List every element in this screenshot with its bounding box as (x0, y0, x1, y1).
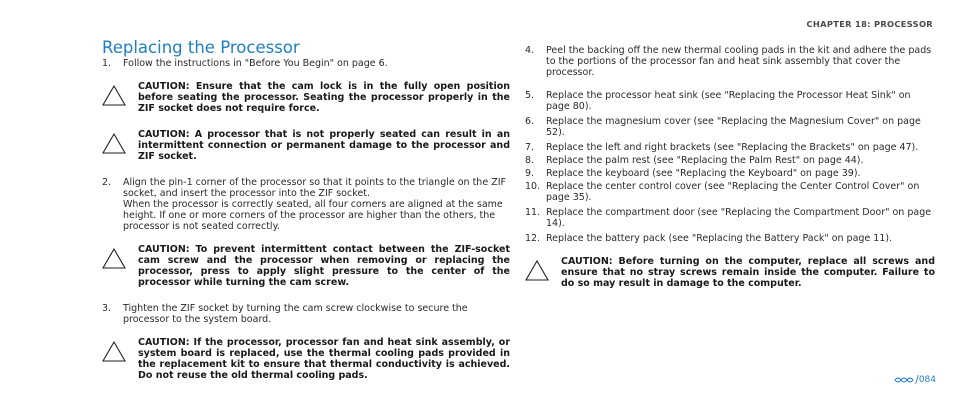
caution-text: CAUTION: To prevent intermittent contact between the ZIF-socket cam screw and the processor when removing or replacing the processor, press to apply slight pressure to the center of the processor while turning the cam screw. (138, 244, 510, 288)
caution-1 (102, 81, 510, 114)
step-text: Tighten the ZIF socket by turning the cam screw clockwise to secure the processor to the system board. (123, 303, 468, 325)
step-9 (525, 168, 935, 179)
step-number: 10. (525, 181, 541, 192)
caution-triangle-icon (102, 133, 126, 154)
caution-triangle-icon (525, 260, 549, 281)
step-8 (525, 155, 935, 166)
caution-text: CAUTION: A processor that is not properly seated can result in an intermittent connection or permanent damage to the processor and ZIF socket. (138, 129, 510, 162)
alienware-logo-icon (894, 375, 914, 385)
step-10 (525, 181, 935, 203)
step-text: Replace the processor heat sink (see "Replacing the Processor Heat Sink" on page 80). (546, 90, 911, 112)
step-text: Peel the backing off the new thermal cooling pads in the kit and adhere the pads to the portions of the processor fan and heat sink assembly that cover the processor. (546, 45, 932, 78)
page-title: Replacing the Processor (102, 38, 300, 57)
caution-triangle-icon (102, 85, 126, 106)
step-number: 9. (525, 168, 535, 179)
step-1 (102, 58, 510, 69)
caution-triangle-icon (102, 248, 126, 269)
step-number: 4. (525, 45, 535, 56)
step-number: 1. (102, 58, 112, 69)
step-text: Follow the instructions in "Before You Begin" on page 6. (123, 58, 388, 69)
step-number: 7. (525, 142, 535, 153)
step-3 (102, 303, 510, 325)
page-footer (894, 374, 936, 385)
step-text: Replace the magnesium cover (see "Replacing the Magnesium Cover" on page 52). (546, 116, 921, 138)
caution-text: CAUTION: If the processor, processor fan and heat sink assembly, or system board is replaced, use the thermal cooling pads provided in the replacement kit to ensure that thermal conductivity is achieved. Do not reuse the old thermal cooling pads. (138, 337, 510, 381)
page-number: 084 (918, 375, 936, 385)
step-number: 6. (525, 116, 535, 127)
step-text-continued: When the processor is correctly seated, all four corners are aligned at the same height. If one or more corners of the processor are higher than the others, the processor is not seated correctly. (123, 199, 503, 232)
step-12 (525, 233, 935, 244)
step-text: Replace the left and right brackets (see "Replacing the Brackets" on page 47). (546, 142, 919, 153)
step-5 (525, 90, 935, 112)
step-7 (525, 142, 935, 153)
step-text: Replace the battery pack (see "Replacing the Battery Pack" on page 11). (546, 233, 893, 244)
step-2 (102, 177, 510, 232)
step-number: 2. (102, 177, 112, 188)
step-4 (525, 45, 935, 78)
step-text: Replace the palm rest (see "Replacing the Palm Rest" on page 44). (546, 155, 864, 166)
caution-text: CAUTION: Before turning on the computer, replace all screws and ensure that no stray screws remain inside the computer. Failure to do so may result in damage to the computer. (561, 256, 935, 289)
step-number: 5. (525, 90, 535, 101)
step-6 (525, 116, 935, 138)
step-11 (525, 207, 935, 229)
chapter-header: CHAPTER 18: PROCESSOR (806, 19, 933, 29)
step-number: 11. (525, 207, 541, 218)
caution-2 (102, 129, 510, 162)
step-text: Align the pin-1 corner of the processor so that it points to the triangle on the ZIF socket, and insert the processor into the ZIF socket. (123, 177, 506, 199)
caution-triangle-icon (102, 341, 126, 362)
step-text: Replace the center control cover (see "Replacing the Center Control Cover" on page 35). (546, 181, 920, 203)
step-number: 3. (102, 303, 112, 314)
caution-3 (102, 244, 510, 288)
step-text: Replace the compartment door (see "Replacing the Compartment Door" on page 14). (546, 207, 932, 229)
caution-4 (102, 337, 510, 381)
step-number: 8. (525, 155, 535, 166)
caution-5 (525, 256, 935, 289)
right-column (525, 45, 935, 289)
step-text: Replace the keyboard (see "Replacing the Keyboard" on page 39). (546, 168, 861, 179)
page-separator: / (915, 373, 919, 386)
caution-text: CAUTION: Ensure that the cam lock is in the fully open position before seating the processor. Seating the processor properly in the ZIF socket does not require force. (138, 81, 510, 114)
left-column (102, 58, 510, 381)
step-number: 12. (525, 233, 541, 244)
